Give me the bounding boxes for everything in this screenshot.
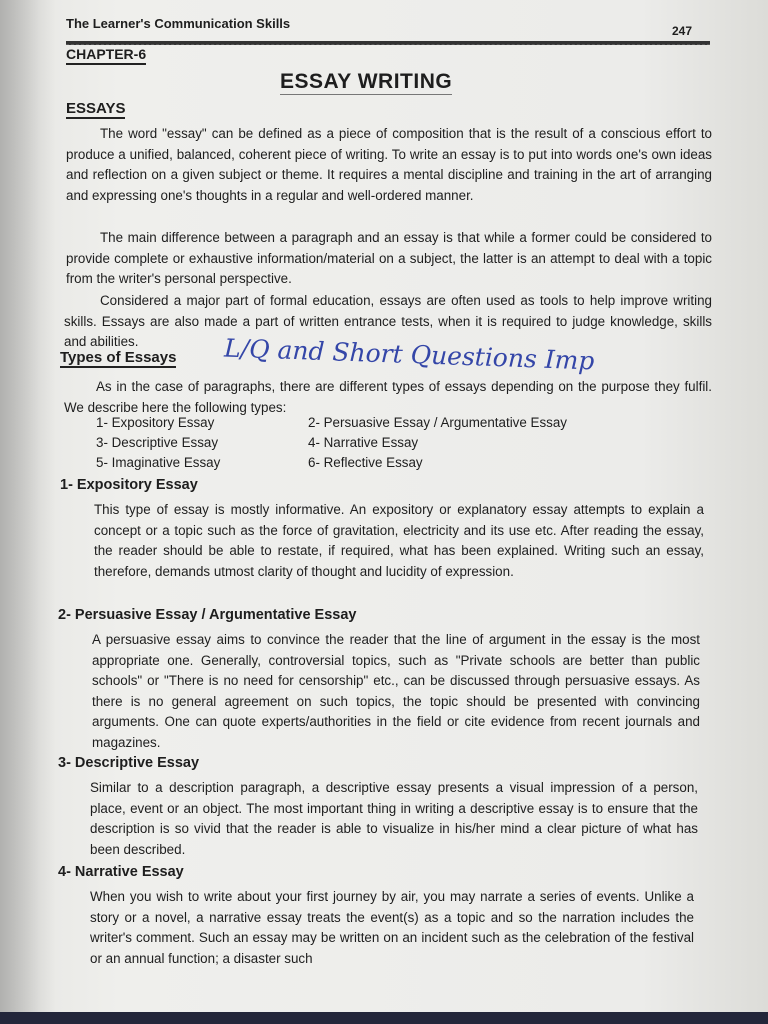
section-body-narrative: When you wish to write about your first journey by air, you may narrate a series of events. Unlike a story or a novel, a narrative essay treats the event(s) as a topic and so the narration includes the writer's comment. Such an essay may be written on an incident such as the celebration of the festival or an annual function; a disaster such (90, 889, 694, 966)
section-body-descriptive: Similar to a description paragraph, a descriptive essay presents a visual impression of a person, place, event or an object. The most important thing in writing a descriptive essay is to ensure that the description is so vivid that the reader is able to visualize in his/her mind a clear picture of what has been described. (90, 780, 698, 857)
list-item: 3- Descriptive Essay (96, 435, 219, 450)
section-body-persuasive: A persuasive essay aims to convince the reader that the line of argument in the essay is the most appropriate one. Generally, controversial topics, such as "Private schools are better than public schools" or "There is no need for censorship" etc., can be discussed through persuasive essays. As there is no general agreement on such topics, the topic should be presented with convincing arguments. One can quote experts/authorities in the field or cite evidence from recent journals and magazines. (92, 632, 700, 750)
intro-paragraph-1: The word "essay" can be defined as a piece of composition that is the result of a conscious effort to produce a unified, balanced, coherent piece of writing. To write an essay is to put into words one's own ideas and reflection on a given subject or theme. It requires a mental discipline and training in the art of arranging and expressing one's thoughts in a regular and well-ordered manner. (66, 126, 712, 203)
types-intro: As in the case of paragraphs, there are different types of essays depending on the purpose they fulfil. We describe here the following types: (64, 379, 712, 415)
chapter-label: CHAPTER-6 (66, 46, 146, 65)
list-item: 2- Persuasive Essay / Argumentative Essay (308, 415, 567, 430)
running-head: The Learner's Communication Skills (66, 16, 291, 31)
page-number: 247 (672, 24, 693, 38)
desk-background (0, 1012, 768, 1024)
list-item: 1- Expository Essay (96, 415, 215, 430)
header-rule (66, 41, 710, 45)
page-gutter-shadow (0, 0, 56, 1012)
page-title: ESSAY WRITING (280, 70, 453, 93)
types-list (96, 413, 656, 473)
handwritten-note: L/Q and Short Questions Imp (223, 333, 595, 376)
section-heading-expository: 1- Expository Essay (60, 477, 198, 493)
section-heading-persuasive: 2- Persuasive Essay / Argumentative Essay (58, 607, 357, 623)
section-body-expository: This type of essay is mostly informative. An expository or explanatory essay attempts to explain a concept or a topic such as the force of gravitation, electricity and its use etc. After reading the essay, the reader should be able to restate, if required, what has been explained. Writing such an essay, therefore, demands utmost clarity of thought and lucidity of expression. (94, 502, 704, 579)
list-item: 4- Narrative Essay (308, 435, 419, 450)
intro-paragraph-3: Considered a major part of formal education, essays are often used as tools to help improve writing skills. Essays are also made a part of written entrance tests, when it is required to judge knowledge, skills and abilities. (64, 293, 712, 349)
list-item: 5- Imaginative Essay (96, 455, 221, 470)
essays-heading: ESSAYS (66, 100, 126, 117)
list-item: 6- Reflective Essay (308, 455, 423, 470)
section-heading-descriptive: 3- Descriptive Essay (58, 755, 200, 771)
types-heading: Types of Essays (60, 349, 177, 366)
section-heading-narrative: 4- Narrative Essay (58, 864, 184, 880)
intro-paragraph-2: The main difference between a paragraph and an essay is that while a former could be considered to provide complete or exhaustive information/material on a subject, the latter is an attempt to deal with a topic from the writer's personal perspective. (66, 230, 712, 286)
